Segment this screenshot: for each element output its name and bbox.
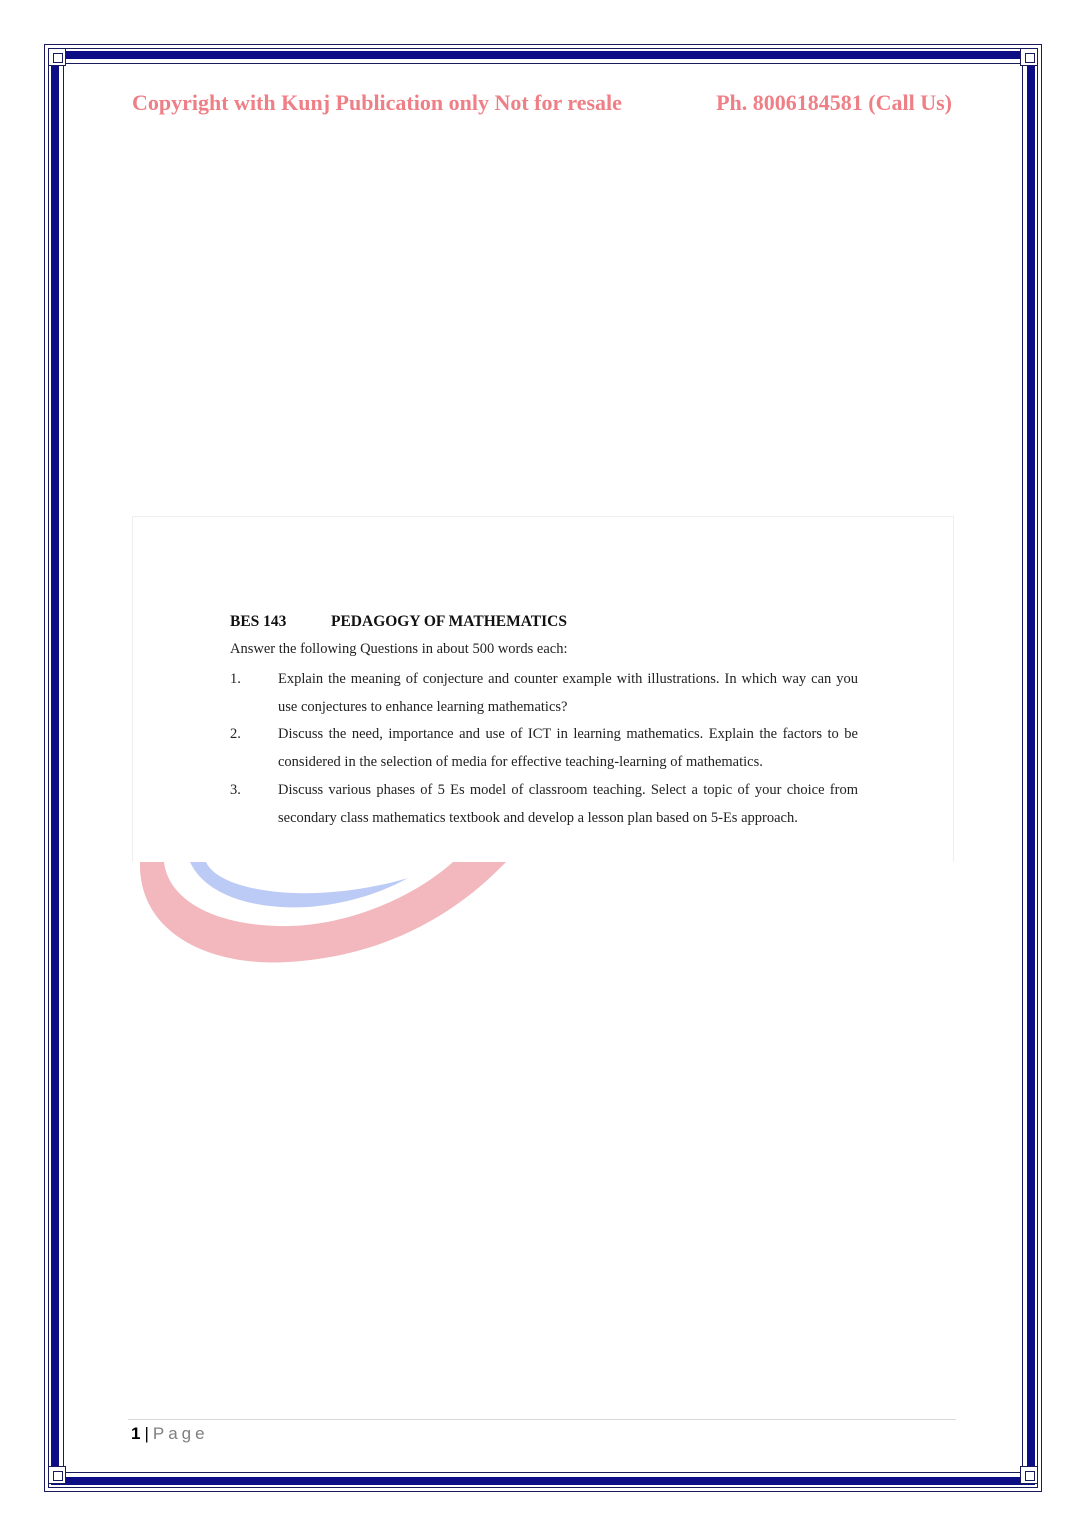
question-text: Explain the meaning of conjecture and counter example with illustrations. In which way can you use conjectures to enhance learning mathematics? (278, 671, 858, 715)
border-corner-top-right (1020, 48, 1038, 66)
question-item (230, 776, 858, 832)
page-header (132, 90, 952, 116)
border-corner-top-left (48, 48, 66, 66)
question-number: 2. (230, 726, 241, 742)
page-number: 1 (131, 1424, 141, 1443)
footer-divider (128, 1419, 956, 1420)
assignment-scan (132, 516, 954, 862)
question-number: 3. (230, 782, 241, 798)
decorative-swoosh (138, 862, 958, 974)
assignment-title (230, 613, 567, 631)
course-code: BES 143 (230, 613, 287, 630)
question-item (230, 665, 858, 721)
swoosh-red (140, 862, 506, 962)
copyright-notice: Copyright with Kunj Publication only Not for resale (132, 90, 622, 115)
border-corner-bottom-right (1020, 1466, 1038, 1484)
swoosh-blue (190, 862, 408, 907)
course-title: PEDAGOGY OF MATHEMATICS (331, 613, 567, 630)
question-item (230, 720, 858, 776)
question-text: Discuss various phases of 5 Es model of classroom teaching. Select a topic of your choice from secondary class mathematics textbook and develop a lesson plan based on 5-Es approach. (278, 782, 858, 826)
page-footer (131, 1424, 209, 1444)
phone-number: Ph. 8006184581 (Call Us) (716, 90, 952, 115)
question-number: 1. (230, 671, 241, 687)
question-text: Discuss the need, importance and use of ICT in learning mathematics. Explain the factors to be considered in the selection of media for effective teaching-learning of mathematics. (278, 726, 858, 770)
border-corner-bottom-left (48, 1466, 66, 1484)
assignment-instruction: Answer the following Questions in about 500 words each: (230, 641, 568, 657)
footer-separator: | (144, 1424, 149, 1443)
page-label: Page (152, 1424, 209, 1443)
